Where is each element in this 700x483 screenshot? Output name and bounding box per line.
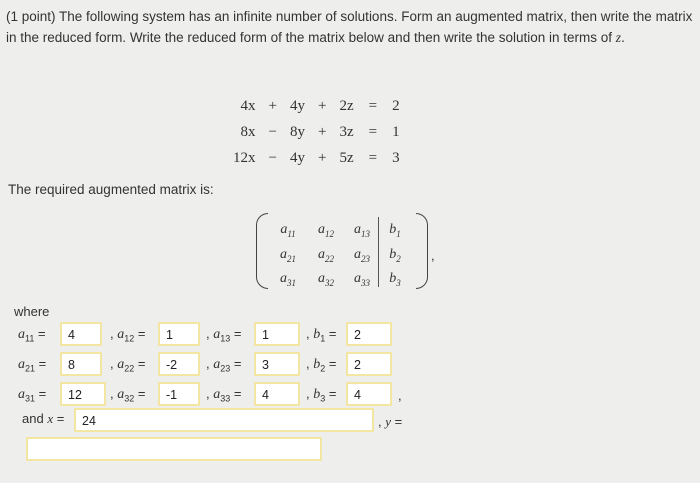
matrix-cell: $a_{11}$: [280, 222, 296, 239]
matrix-cell: $a_{31}$: [280, 271, 296, 288]
eq1-rhs: 2: [392, 97, 400, 114]
a22-input[interactable]: -2: [158, 352, 200, 376]
matrix-trailing-comma: ,: [431, 248, 435, 263]
eq1-term-z: 2z: [339, 97, 354, 114]
a13-input[interactable]: 1: [254, 322, 300, 346]
label-a22: , $a_{22}$ =: [110, 356, 146, 374]
x-solution-input[interactable]: 24: [74, 408, 374, 432]
equation-row: [226, 93, 407, 119]
a12-input[interactable]: 1: [158, 322, 200, 346]
b1-input[interactable]: 2: [346, 322, 392, 346]
a23-input[interactable]: 3: [254, 352, 300, 376]
label-a11: $a_{11}$ =: [18, 326, 46, 344]
label-a33: , $a_{33}$ =: [206, 386, 242, 404]
eq2-term-x: 8x: [240, 123, 256, 140]
label-a23: , $a_{23}$ =: [206, 356, 242, 374]
label-b2: , $b_2$ =: [306, 356, 337, 374]
matrix-cell: $a_{32}$: [318, 271, 334, 288]
label-b3: , $b_3$ =: [306, 386, 337, 404]
label-a21: $a_{21}$ =: [18, 356, 47, 374]
row3-comma: ,: [398, 388, 402, 403]
problem-var: z: [615, 30, 622, 45]
eq3-equals: =: [368, 149, 378, 166]
eq3-term-x: 12x: [233, 149, 256, 166]
matrix-cell: $a_{12}$: [318, 222, 334, 239]
eq3-term-z: 5z: [339, 149, 354, 166]
matrix-prompt: The required augmented matrix is:: [8, 182, 214, 197]
augmented-matrix: [256, 211, 428, 291]
matrix-cell: $a_{23}$: [354, 247, 370, 264]
y-solution-input[interactable]: [26, 437, 322, 461]
b2-input[interactable]: 2: [346, 352, 392, 376]
eq3-op1: −: [268, 149, 277, 166]
equation-row: [226, 145, 407, 171]
problem-text: (1 point) The following system has an infinite number of solutions. Form an augmented matrix, then write the matrix in the reduced form. Write the reduced form of the matrix below and then write the solution in terms of: [6, 9, 693, 45]
where-label: where: [14, 304, 50, 319]
eq2-term-y: 8y: [289, 123, 305, 140]
a32-input[interactable]: -1: [158, 382, 200, 406]
matrix-cell: $a_{33}$: [354, 271, 370, 288]
eq1-equals: =: [368, 97, 378, 114]
matrix-cell: $b_3$: [389, 271, 401, 288]
matrix-cell: $b_1$: [389, 222, 401, 239]
eq2-rhs: 1: [392, 123, 400, 140]
right-paren: [416, 213, 428, 289]
equation-row: [226, 119, 407, 145]
eq3-rhs: 3: [392, 149, 400, 166]
eq2-op2: +: [317, 123, 327, 140]
x-label: and x =: [22, 411, 65, 426]
eq3-term-y: 4y: [289, 149, 305, 166]
matrix-cell: $b_2$: [389, 247, 401, 264]
problem-statement: [6, 6, 696, 48]
label-a13: , $a_{13}$ =: [206, 326, 242, 344]
b3-input[interactable]: 4: [346, 382, 392, 406]
label-a12: , $a_{12}$ =: [110, 326, 146, 344]
left-paren: [256, 213, 268, 289]
label-b1: , $b_1$ =: [306, 326, 337, 344]
matrix-cell: $a_{13}$: [354, 222, 370, 239]
equation-system: [226, 93, 407, 171]
eq2-op1: −: [268, 123, 277, 140]
eq1-op2: +: [317, 97, 327, 114]
matrix-cell: $a_{21}$: [280, 247, 296, 264]
a11-input[interactable]: 4: [60, 322, 102, 346]
a33-input[interactable]: 4: [254, 382, 300, 406]
label-a32: , $a_{32}$ =: [110, 386, 146, 404]
problem-end: .: [621, 30, 625, 45]
a21-input[interactable]: 8: [60, 352, 102, 376]
eq2-term-z: 3z: [339, 123, 354, 140]
label-a31: $a_{31}$ =: [18, 386, 47, 404]
y-label: , y =: [378, 414, 403, 429]
a31-input[interactable]: 12: [60, 382, 106, 406]
eq1-op1: +: [268, 97, 277, 114]
eq1-term-y: 4y: [289, 97, 305, 114]
eq3-op2: +: [317, 149, 327, 166]
matrix-cell: $a_{22}$: [318, 247, 334, 264]
eq1-term-x: 4x: [240, 97, 256, 114]
eq2-equals: =: [368, 123, 378, 140]
